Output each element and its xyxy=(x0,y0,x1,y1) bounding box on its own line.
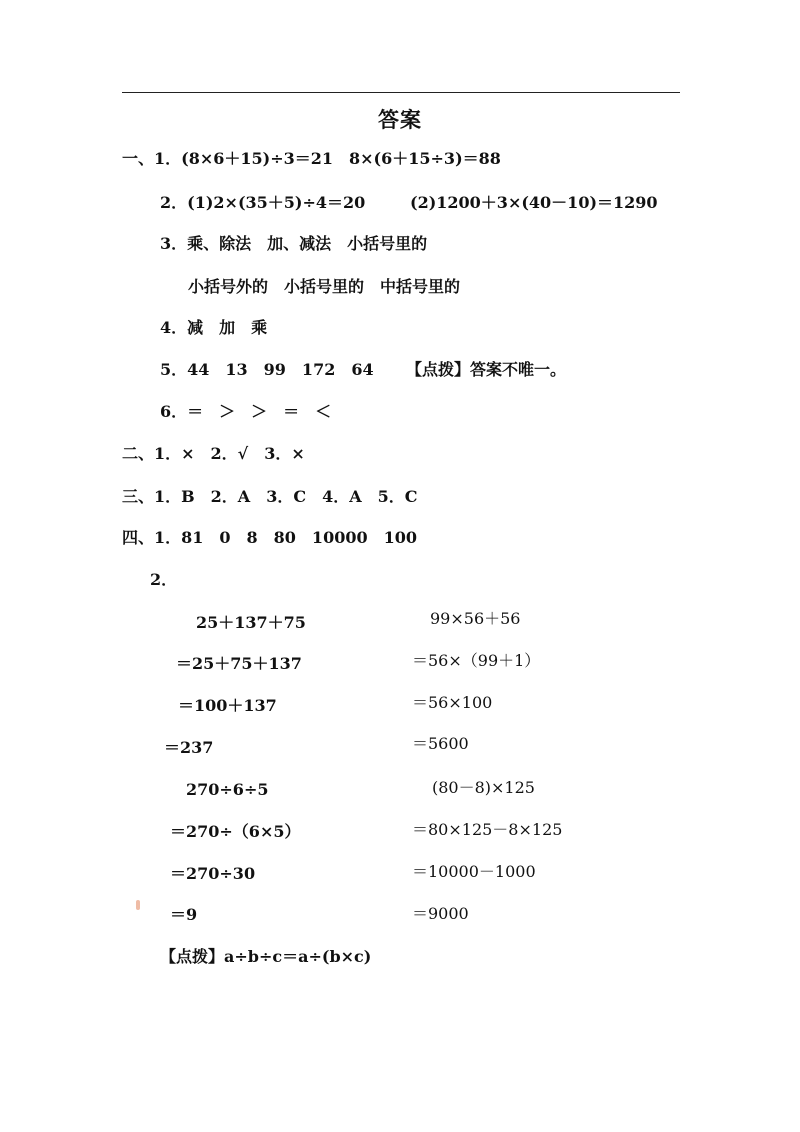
calc4-line2: ＝80×125－8×125 xyxy=(412,820,563,839)
s1-q3b: 小括号外的 小括号里的 中括号里的 xyxy=(188,277,461,296)
s2-line: 二、1．× 2．√ 3．× xyxy=(122,444,305,463)
calc3-line2: ＝270÷（6×5） xyxy=(170,822,301,841)
s1-q5a: 5．44 13 99 172 64 xyxy=(160,360,374,379)
s1-q6: 6．＝ ＞ ＞ ＝ ＜ xyxy=(160,402,332,421)
calc1-line4: ＝237 xyxy=(164,738,214,757)
calc2-line1: 99×56＋56 xyxy=(430,609,521,628)
calc2-line2: ＝56×（99＋1） xyxy=(412,651,541,670)
s4-q2: 2． xyxy=(150,570,178,589)
s4-q1: 四、1．81 0 8 80 10000 100 xyxy=(122,528,417,547)
page-title: 答案 xyxy=(378,108,422,132)
calc4-line4: ＝9000 xyxy=(412,904,469,923)
scan-speck xyxy=(136,900,140,910)
s1-q2a: 2．(1)2×(35＋5)÷4＝20 xyxy=(160,193,366,212)
s4-tip: 【点拨】a÷b÷c＝a÷(b×c) xyxy=(160,947,372,966)
header-rule xyxy=(122,92,680,93)
s1-q5b: 【点拨】答案不唯一。 xyxy=(406,360,567,379)
s3-line: 三、1．B 2．A 3．C 4．A 5．C xyxy=(122,487,418,506)
calc4-line1: (80－8)×125 xyxy=(432,778,535,797)
s1-q3a: 3．乘、除法 加、减法 小括号里的 xyxy=(160,234,428,253)
calc3-line3: ＝270÷30 xyxy=(170,864,256,883)
calc3-line1: 270÷6÷5 xyxy=(186,780,269,799)
calc1-line3: ＝100＋137 xyxy=(178,696,277,715)
s1-q4: 4．减 加 乘 xyxy=(160,318,268,337)
s1-q1: 一、1．(8×6＋15)÷3＝21 8×(6＋15÷3)＝88 xyxy=(122,149,501,168)
calc2-line3: ＝56×100 xyxy=(412,693,493,712)
calc3-line4: ＝9 xyxy=(170,905,198,924)
calc1-line1: 25＋137＋75 xyxy=(196,613,306,632)
calc1-line2: ＝25＋75＋137 xyxy=(176,654,302,673)
calc4-line3: ＝10000－1000 xyxy=(412,862,536,881)
s1-q2b: (2)1200＋3×(40－10)＝1290 xyxy=(410,193,658,212)
calc2-line4: ＝5600 xyxy=(412,734,469,753)
